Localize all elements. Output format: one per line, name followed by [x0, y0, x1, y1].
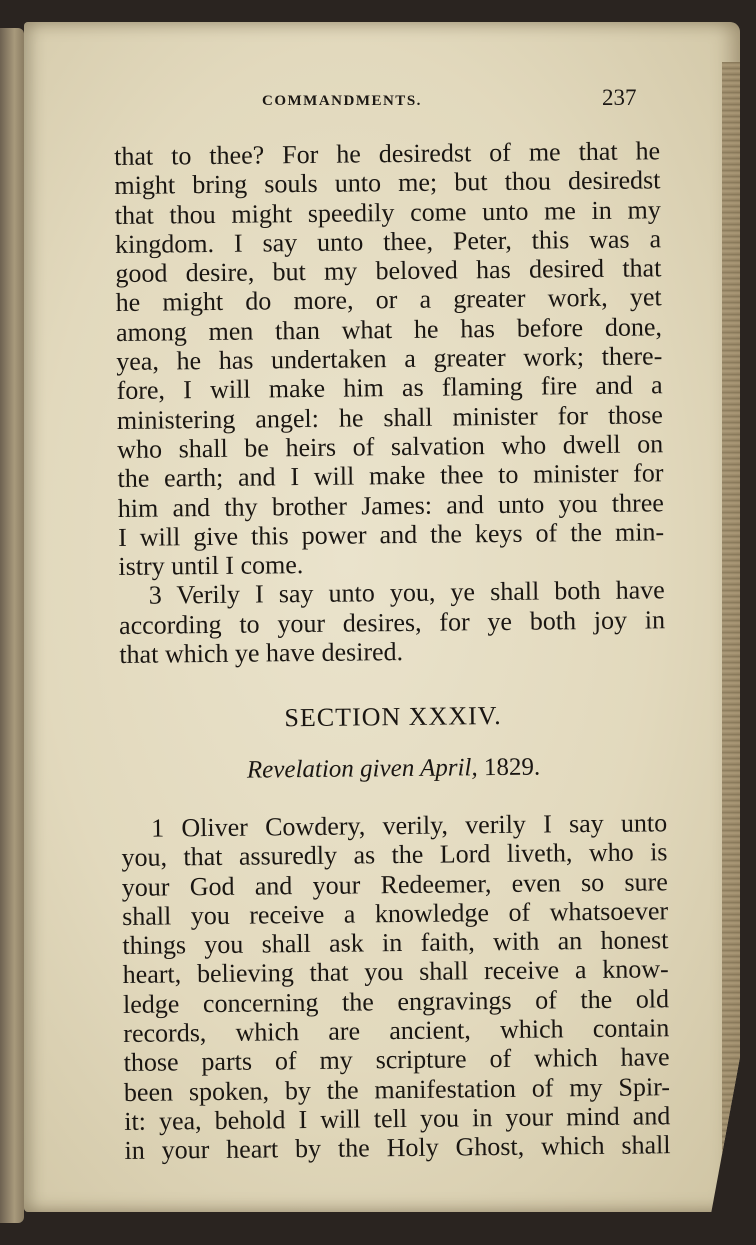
verse-line: been spoken, by the manifestation of my Spir-	[123, 1071, 671, 1107]
verse-line: in your heart by the Holy Ghost, which shall	[124, 1130, 671, 1166]
text-line: yea, he has undertaken a greater work; there-	[116, 341, 663, 377]
text-line: the earth; and I will make thee to minister for	[117, 458, 664, 494]
verse-line: according to your desires, for ye both joy in	[118, 605, 666, 640]
verse-line: you, that assuredly as the Lord liveth, who is	[121, 837, 668, 873]
verse-line: 3 Verily I say unto you, ye shall both have	[148, 575, 665, 611]
page-number: 237	[602, 85, 637, 110]
text-line: him and thy brother James: and unto you three	[117, 487, 664, 523]
revelation-italic: Revelation given April,	[246, 753, 478, 784]
page-fore-edge	[722, 62, 740, 1232]
revelation-year: 1829.	[483, 753, 541, 781]
verse-line: things you shall ask in faith, with an honest	[122, 925, 669, 961]
verse-line: ledge concerning the engravings of the old	[122, 983, 670, 1019]
text-line: fore, I will make him as flaming fire and a	[116, 370, 663, 406]
text-line: might bring souls unto me; but thou desiredst	[114, 165, 661, 201]
verse-line: that which ye have desired.	[119, 637, 404, 670]
text-line: who shall be heirs of salvation who dwell on	[117, 429, 664, 464]
previous-page-edge	[0, 28, 24, 1223]
text-line: ministering angel: he shall minister for those	[116, 399, 664, 435]
text-line: good desire, but my beloved has desired that	[115, 253, 662, 289]
running-head: COMMANDMENTS.	[262, 93, 422, 109]
verse-line: it: yea, behold I will tell you in your mind and	[124, 1101, 671, 1136]
text-line: kingdom. I say unto thee, Peter, this was a	[114, 224, 662, 259]
verse-line: records, which are ancient, which contain	[123, 1013, 670, 1048]
text-line: istry until I come.	[118, 550, 304, 582]
text-line: that to thee? For he desiredst of me that he	[114, 136, 661, 171]
text-line: he might do more, or a greater work, yet	[115, 282, 662, 318]
verse-line: heart, believing that you shall receive a know-	[122, 954, 669, 990]
section-heading: SECTION XXXIV.	[284, 701, 502, 733]
verse-line: your God and your Redeemer, even so sure	[121, 866, 668, 902]
text-line: among men than what he has before done,	[115, 312, 663, 347]
page-text	[114, 136, 671, 1165]
verse-line: shall you receive a knowledge of whatsoever	[121, 896, 669, 931]
text-line: I will give this power and the keys of the min-	[117, 517, 665, 552]
text-line: that thou might speedily come unto me in my	[114, 194, 661, 230]
verse-line: 1 Oliver Cowdery, verily, verily I say unto	[151, 808, 668, 843]
verse-line: those parts of my scripture of which have	[123, 1042, 670, 1078]
revelation-subheading	[120, 751, 666, 786]
